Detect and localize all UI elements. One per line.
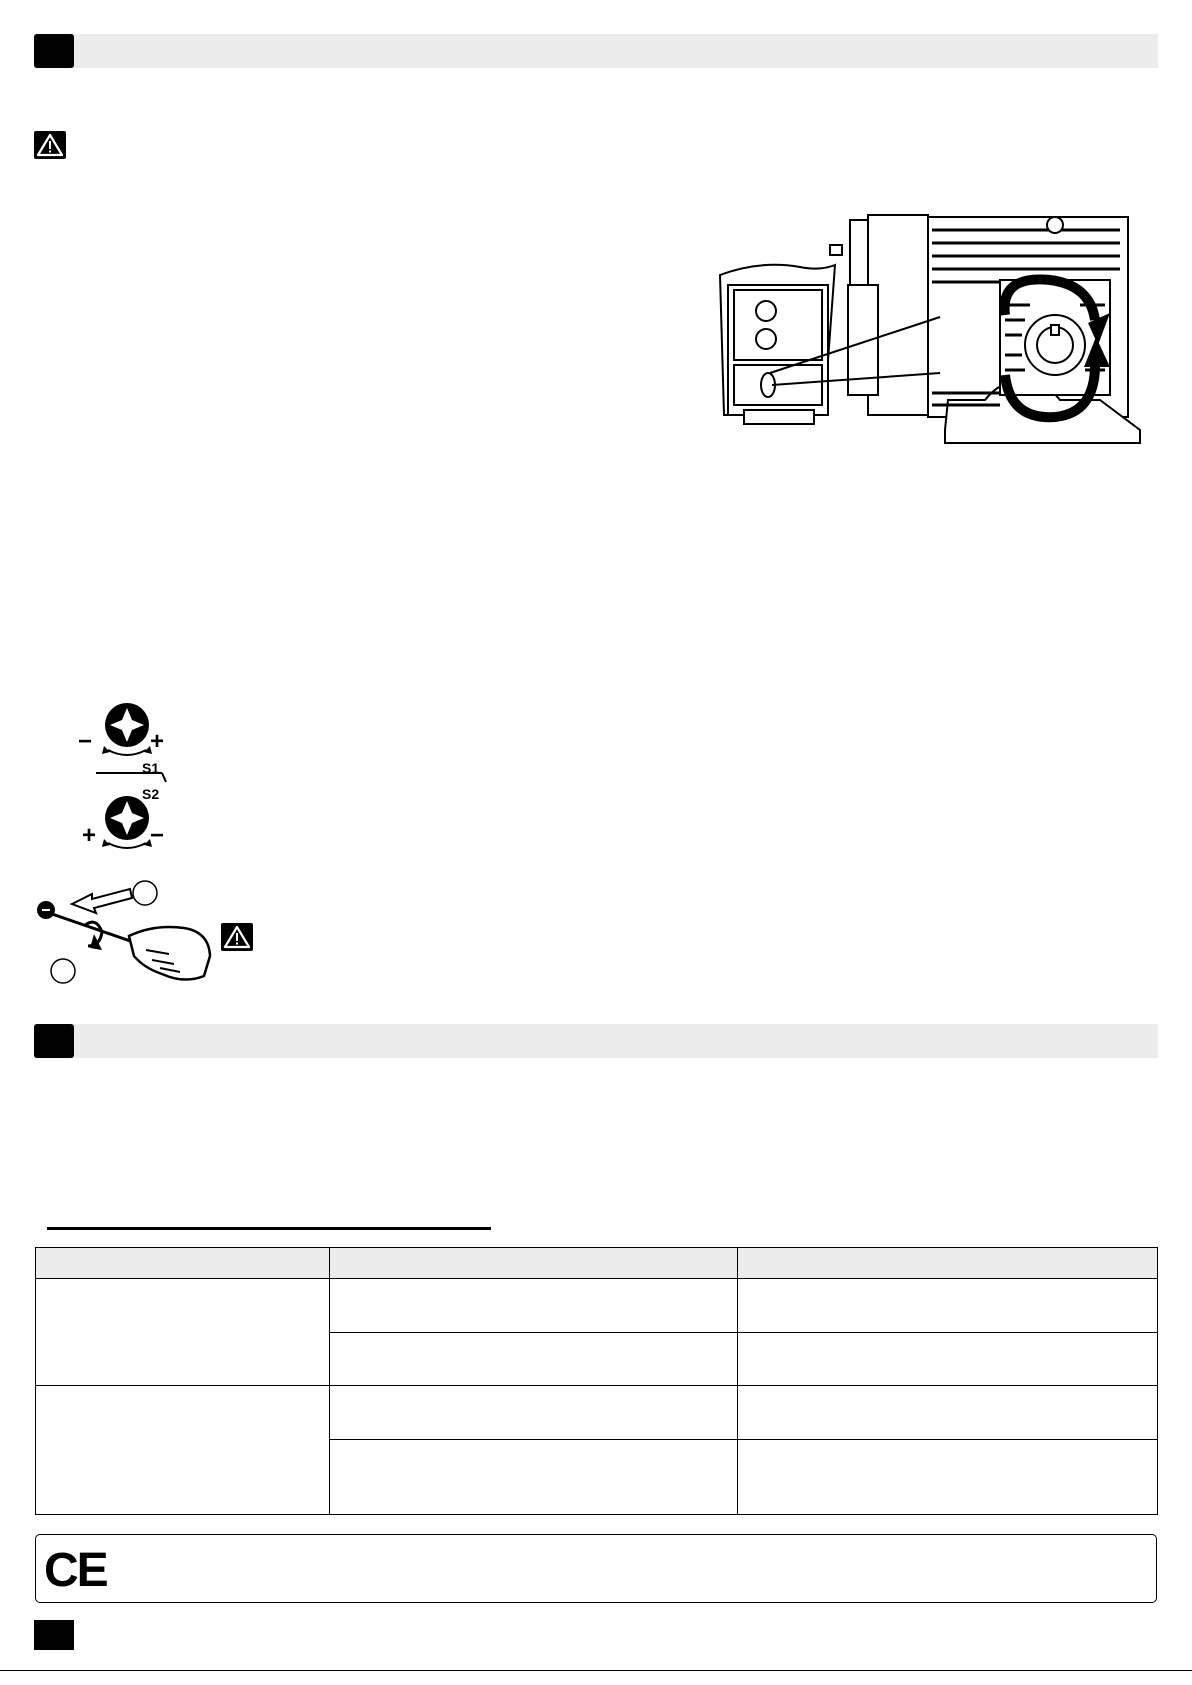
table-header-2	[329, 1248, 738, 1279]
switch-label-s1: S1	[142, 760, 160, 776]
polarity-plus-2: +	[82, 822, 97, 849]
table-cell	[36, 1386, 330, 1515]
table-title-rule	[47, 1227, 491, 1230]
table-row	[36, 1279, 1158, 1333]
switch-adjust-diagram	[80, 700, 190, 860]
table-cell	[329, 1440, 738, 1515]
section-header-2	[34, 1024, 1158, 1058]
table-row	[36, 1386, 1158, 1440]
table-header-1	[36, 1248, 330, 1279]
warning-icon	[34, 131, 66, 159]
bottom-rule	[0, 1670, 1192, 1671]
switch-label-s2: S2	[142, 786, 160, 802]
section-header-1	[34, 34, 1158, 68]
section-number-1	[34, 34, 74, 68]
table-header-row	[36, 1248, 1158, 1279]
table-header-3	[738, 1248, 1158, 1279]
polarity-plus-1: +	[150, 728, 165, 755]
ce-mark: CE	[44, 1544, 107, 1597]
page-number	[34, 1620, 74, 1650]
table-cell	[738, 1279, 1158, 1333]
polarity-minus-1: −	[78, 728, 93, 755]
table-cell	[738, 1333, 1158, 1386]
warning-icon-screwdriver	[221, 923, 253, 951]
table-cell	[329, 1279, 738, 1333]
motor-diagram	[700, 205, 1160, 447]
table-cell	[738, 1440, 1158, 1515]
ce-conformity-box	[35, 1534, 1157, 1603]
screwdriver-hand-diagram	[34, 876, 224, 988]
table-cell	[36, 1279, 330, 1386]
polarity-minus-2: −	[150, 822, 165, 849]
section-number-2	[34, 1024, 74, 1058]
table-cell	[738, 1386, 1158, 1440]
spec-table	[35, 1247, 1158, 1515]
table-cell	[329, 1386, 738, 1440]
table-cell	[329, 1333, 738, 1386]
